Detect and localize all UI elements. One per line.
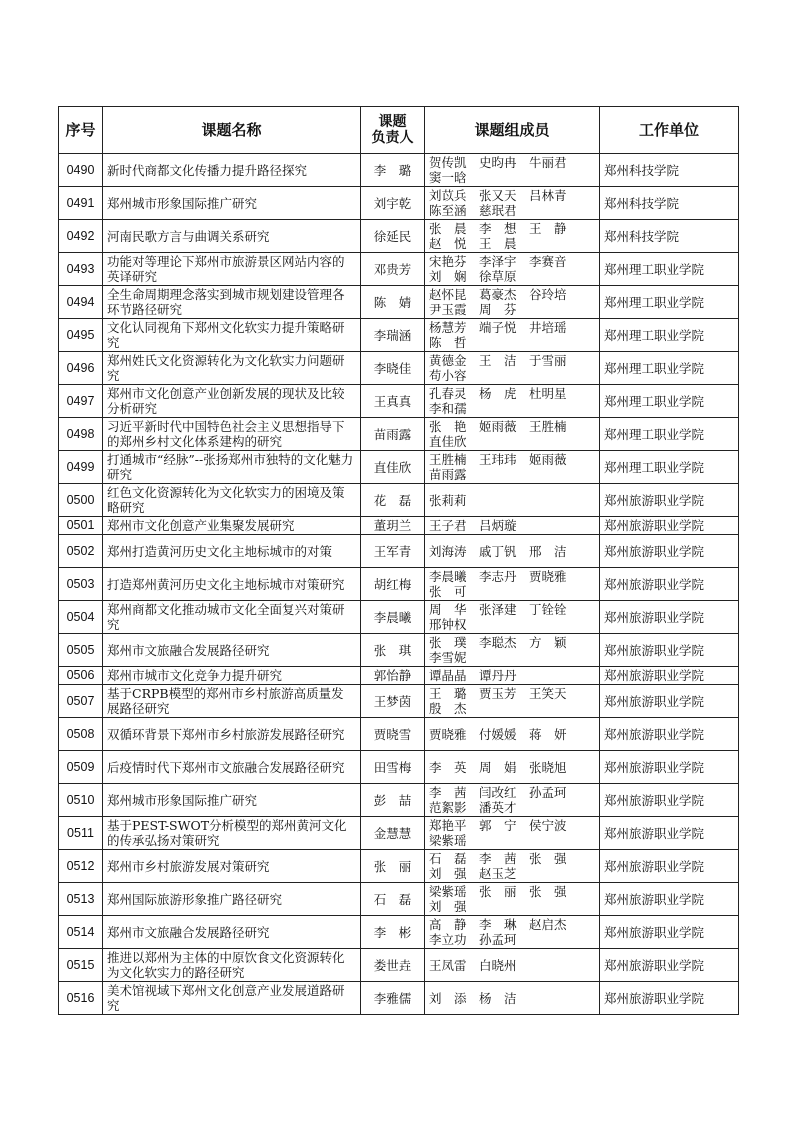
cell-id: 0495 <box>59 319 103 352</box>
cell-unit: 郑州旅游职业学院 <box>600 916 739 949</box>
cell-lead: 邓贵芳 <box>361 253 425 286</box>
table-row <box>59 286 739 319</box>
cell-id: 0499 <box>59 451 103 484</box>
cell-unit: 郑州理工职业学院 <box>600 385 739 418</box>
cell-members: 贾晓雅 付媛媛 蒋 妍 <box>425 718 600 751</box>
cell-unit: 郑州理工职业学院 <box>600 418 739 451</box>
table-row <box>59 751 739 784</box>
cell-title: 郑州城市形象国际推广研究 <box>103 784 361 817</box>
table-row <box>59 517 739 535</box>
cell-id: 0491 <box>59 187 103 220</box>
header-row <box>59 107 739 154</box>
cell-id: 0494 <box>59 286 103 319</box>
cell-members: 赵怀昆 葛豪杰 谷玲培 尹玉霞 周 芬 <box>425 286 600 319</box>
cell-members: 杨慧芳 端子悦 井培瑶 陈 哲 <box>425 319 600 352</box>
cell-unit: 郑州旅游职业学院 <box>600 817 739 850</box>
cell-lead: 徐延民 <box>361 220 425 253</box>
cell-title: 郑州商都文化推动城市文化全面复兴对策研究 <box>103 601 361 634</box>
header-unit: 工作单位 <box>600 107 739 154</box>
table-row <box>59 385 739 418</box>
cell-members: 刘苡兵 张又天 吕林青 陈至涵 慈珉君 <box>425 187 600 220</box>
cell-title: 郑州市城市文化竞争力提升研究 <box>103 667 361 685</box>
cell-members: 李晨曦 李志丹 贾晓雅 张 可 <box>425 568 600 601</box>
cell-title: 郑州市文化创意产业集聚发展研究 <box>103 517 361 535</box>
table-row <box>59 817 739 850</box>
research-topics-table <box>58 106 739 1015</box>
cell-unit: 郑州科技学院 <box>600 220 739 253</box>
cell-members: 刘 添 杨 洁 <box>425 982 600 1015</box>
cell-id: 0511 <box>59 817 103 850</box>
cell-title: 功能对等理论下郑州市旅游景区网站内容的英译研究 <box>103 253 361 286</box>
cell-unit: 郑州旅游职业学院 <box>600 517 739 535</box>
cell-lead: 田雪梅 <box>361 751 425 784</box>
cell-unit: 郑州旅游职业学院 <box>600 718 739 751</box>
cell-unit: 郑州理工职业学院 <box>600 253 739 286</box>
cell-title: 文化认同视角下郑州文化软实力提升策略研究 <box>103 319 361 352</box>
cell-lead: 王军青 <box>361 535 425 568</box>
cell-unit: 郑州旅游职业学院 <box>600 751 739 784</box>
cell-lead: 花 磊 <box>361 484 425 517</box>
cell-lead: 李晓佳 <box>361 352 425 385</box>
cell-lead: 彭 喆 <box>361 784 425 817</box>
cell-unit: 郑州旅游职业学院 <box>600 667 739 685</box>
cell-unit: 郑州旅游职业学院 <box>600 535 739 568</box>
header-id: 序号 <box>59 107 103 154</box>
cell-lead: 李晨曦 <box>361 601 425 634</box>
table-row <box>59 352 739 385</box>
cell-unit: 郑州科技学院 <box>600 154 739 187</box>
cell-lead: 张 丽 <box>361 850 425 883</box>
cell-title: 打造郑州黄河历史文化主地标城市对策研究 <box>103 568 361 601</box>
cell-unit: 郑州旅游职业学院 <box>600 568 739 601</box>
cell-lead: 李瑞涵 <box>361 319 425 352</box>
cell-id: 0505 <box>59 634 103 667</box>
cell-title: 习近平新时代中国特色社会主义思想指导下的郑州乡村文化体系建构的研究 <box>103 418 361 451</box>
cell-title: 全生命周期理念落实到城市规划建设管理各环节路径研究 <box>103 286 361 319</box>
cell-members: 刘海涛 戚丁钒 邢 洁 <box>425 535 600 568</box>
cell-members: 王子君 吕炳璇 <box>425 517 600 535</box>
cell-lead: 娄世垚 <box>361 949 425 982</box>
cell-members: 张 艳 姬雨薇 王胜楠 直佳欣 <box>425 418 600 451</box>
cell-members: 张莉莉 <box>425 484 600 517</box>
cell-title: 推进以郑州为主体的中原饮食文化资源转化为文化软实力的路径研究 <box>103 949 361 982</box>
cell-id: 0503 <box>59 568 103 601</box>
cell-unit: 郑州旅游职业学院 <box>600 784 739 817</box>
table-row <box>59 154 739 187</box>
cell-title: 美术馆视域下郑州文化创意产业发展道路研究 <box>103 982 361 1015</box>
cell-title: 郑州市乡村旅游发展对策研究 <box>103 850 361 883</box>
cell-members: 周 华 张泽建 丁铨铨 邢钟权 <box>425 601 600 634</box>
table-row <box>59 601 739 634</box>
table-row <box>59 535 739 568</box>
header-lead-line1: 课题 <box>378 114 407 130</box>
header-lead-line2: 负责人 <box>371 130 414 146</box>
cell-unit: 郑州旅游职业学院 <box>600 484 739 517</box>
cell-lead: 胡红梅 <box>361 568 425 601</box>
cell-unit: 郑州旅游职业学院 <box>600 850 739 883</box>
cell-title: 新时代商都文化传播力提升路径探究 <box>103 154 361 187</box>
cell-unit: 郑州旅游职业学院 <box>600 982 739 1015</box>
table-row <box>59 685 739 718</box>
table-row <box>59 319 739 352</box>
cell-unit: 郑州理工职业学院 <box>600 286 739 319</box>
cell-title: 郑州市文化创意产业创新发展的现状及比较分析研究 <box>103 385 361 418</box>
table-row <box>59 484 739 517</box>
cell-lead: 王梦茵 <box>361 685 425 718</box>
header-title: 课题名称 <box>103 107 361 154</box>
table-row <box>59 634 739 667</box>
cell-id: 0506 <box>59 667 103 685</box>
cell-id: 0490 <box>59 154 103 187</box>
cell-members: 黄德金 王 洁 于雪丽 苟小容 <box>425 352 600 385</box>
header-members: 课题组成员 <box>425 107 600 154</box>
cell-title: 打通城市“经脉”--张扬郑州市独特的文化魅力研究 <box>103 451 361 484</box>
cell-title: 红色文化资源转化为文化软实力的困境及策略研究 <box>103 484 361 517</box>
cell-lead: 陈 婧 <box>361 286 425 319</box>
table-row <box>59 451 739 484</box>
table-row <box>59 784 739 817</box>
cell-id: 0509 <box>59 751 103 784</box>
cell-unit: 郑州理工职业学院 <box>600 451 739 484</box>
cell-unit: 郑州旅游职业学院 <box>600 685 739 718</box>
cell-unit: 郑州旅游职业学院 <box>600 883 739 916</box>
cell-id: 0512 <box>59 850 103 883</box>
header-lead <box>361 107 425 154</box>
cell-members: 王凤雷 白晓州 <box>425 949 600 982</box>
cell-title: 郑州国际旅游形象推广路径研究 <box>103 883 361 916</box>
cell-id: 0504 <box>59 601 103 634</box>
cell-id: 0500 <box>59 484 103 517</box>
cell-unit: 郑州理工职业学院 <box>600 352 739 385</box>
cell-members: 宋艳芬 李泽宇 李赛音 刘 娴 徐草原 <box>425 253 600 286</box>
cell-id: 0516 <box>59 982 103 1015</box>
table-row <box>59 187 739 220</box>
cell-members: 郑艳平 郭 宁 侯宁波 梁紫瑶 <box>425 817 600 850</box>
cell-id: 0502 <box>59 535 103 568</box>
cell-unit: 郑州旅游职业学院 <box>600 949 739 982</box>
cell-id: 0507 <box>59 685 103 718</box>
cell-members: 李 英 周 娟 张晓旭 <box>425 751 600 784</box>
cell-id: 0498 <box>59 418 103 451</box>
table-row <box>59 982 739 1015</box>
table-row <box>59 916 739 949</box>
cell-members: 王胜楠 王玮玮 姬雨薇 苗雨露 <box>425 451 600 484</box>
cell-title: 郑州城市形象国际推广研究 <box>103 187 361 220</box>
cell-title: 基于PEST-SWOT分析模型的郑州黄河文化的传承弘扬对策研究 <box>103 817 361 850</box>
cell-lead: 董玥兰 <box>361 517 425 535</box>
cell-lead: 李 彬 <box>361 916 425 949</box>
table-row <box>59 949 739 982</box>
cell-members: 张 璞 李聪杰 方 颖 李雪妮 <box>425 634 600 667</box>
cell-title: 郑州打造黄河历史文化主地标城市的对策 <box>103 535 361 568</box>
cell-members: 李 茜 闫改红 孙孟珂 范絮影 潘英才 <box>425 784 600 817</box>
table-row <box>59 850 739 883</box>
cell-lead: 贾晓雪 <box>361 718 425 751</box>
cell-id: 0497 <box>59 385 103 418</box>
cell-unit: 郑州旅游职业学院 <box>600 601 739 634</box>
cell-title: 基于CRPB模型的郑州市乡村旅游高质量发展路径研究 <box>103 685 361 718</box>
cell-members: 谭晶晶 谭丹丹 <box>425 667 600 685</box>
cell-lead: 李 璐 <box>361 154 425 187</box>
cell-lead: 郭怡静 <box>361 667 425 685</box>
cell-members: 张 晨 李 想 王 静 赵 悦 王 晨 <box>425 220 600 253</box>
cell-id: 0493 <box>59 253 103 286</box>
cell-title: 郑州市文旅融合发展路径研究 <box>103 916 361 949</box>
cell-id: 0514 <box>59 916 103 949</box>
cell-lead: 李雅儒 <box>361 982 425 1015</box>
cell-title: 后疫情时代下郑州市文旅融合发展路径研究 <box>103 751 361 784</box>
cell-lead: 刘宇乾 <box>361 187 425 220</box>
cell-title: 双循环背景下郑州市乡村旅游发展路径研究 <box>103 718 361 751</box>
cell-id: 0501 <box>59 517 103 535</box>
cell-members: 贺传凯 史昀冉 牛丽君 窦一晗 <box>425 154 600 187</box>
cell-lead: 直佳欣 <box>361 451 425 484</box>
table-row <box>59 253 739 286</box>
cell-members: 梁紫瑶 张 丽 张 强 刘 强 <box>425 883 600 916</box>
cell-lead: 金慧慧 <box>361 817 425 850</box>
cell-members: 王 璐 贾玉芳 王笑天 殷 杰 <box>425 685 600 718</box>
table-row <box>59 220 739 253</box>
cell-title: 郑州姓氏文化资源转化为文化软实力问题研究 <box>103 352 361 385</box>
cell-lead: 张 琪 <box>361 634 425 667</box>
cell-lead: 苗雨露 <box>361 418 425 451</box>
cell-title: 河南民歌方言与曲调关系研究 <box>103 220 361 253</box>
cell-id: 0513 <box>59 883 103 916</box>
table-row <box>59 667 739 685</box>
cell-members: 孔春灵 杨 虎 杜明星 李和孺 <box>425 385 600 418</box>
cell-unit: 郑州旅游职业学院 <box>600 634 739 667</box>
cell-id: 0515 <box>59 949 103 982</box>
cell-id: 0496 <box>59 352 103 385</box>
cell-unit: 郑州科技学院 <box>600 187 739 220</box>
table-row <box>59 718 739 751</box>
table-row <box>59 418 739 451</box>
cell-lead: 王真真 <box>361 385 425 418</box>
cell-id: 0492 <box>59 220 103 253</box>
cell-members: 石 磊 李 茜 张 强 刘 强 赵玉芝 <box>425 850 600 883</box>
cell-lead: 石 磊 <box>361 883 425 916</box>
table-row <box>59 883 739 916</box>
table-row <box>59 568 739 601</box>
cell-id: 0508 <box>59 718 103 751</box>
cell-unit: 郑州理工职业学院 <box>600 319 739 352</box>
cell-title: 郑州市文旅融合发展路径研究 <box>103 634 361 667</box>
cell-members: 高 静 李 琳 赵启杰 李立功 孙孟珂 <box>425 916 600 949</box>
cell-id: 0510 <box>59 784 103 817</box>
